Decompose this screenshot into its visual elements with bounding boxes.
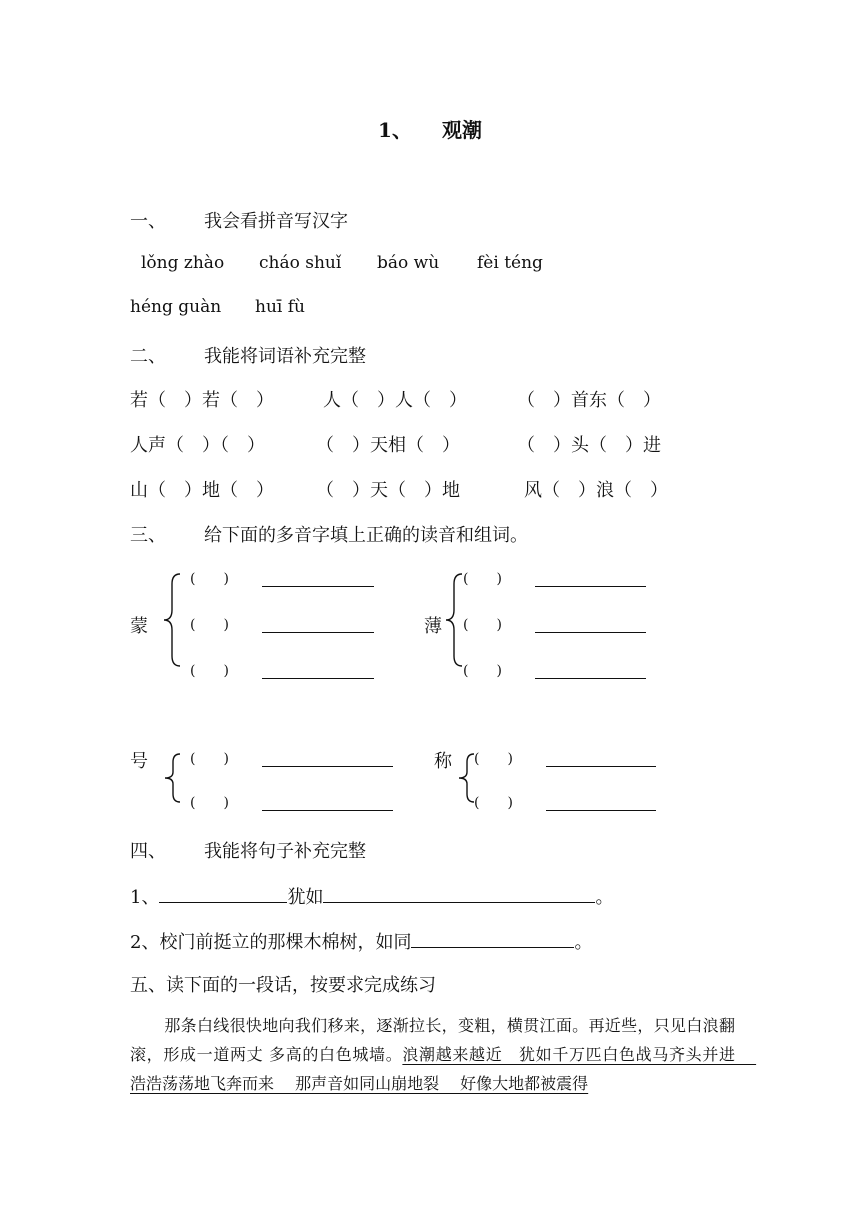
title-text: 观潮: [441, 118, 482, 142]
answer-line: [262, 586, 374, 587]
pinyin-item: báo wù: [377, 253, 440, 273]
pinyin-slot: ( ): [190, 795, 229, 811]
polyphone-char: 号: [130, 751, 148, 772]
word-item: （ ）头（ ）进: [517, 435, 661, 456]
brace-icon: [160, 570, 184, 670]
answer-line: [546, 766, 656, 767]
reading-passage: [130, 1011, 757, 1098]
section-5-heading: 五、读下面的一段话，按要求完成练习: [130, 975, 436, 996]
answer-line: [262, 632, 374, 633]
pinyin-slot: ( ): [190, 617, 229, 633]
pinyin-slot: ( ): [463, 663, 502, 679]
answer-line: [262, 810, 393, 811]
word-item: （ ）天（ ）地: [316, 480, 460, 501]
answer-line: [546, 810, 656, 811]
word-item: （ ）天相（ ）: [316, 435, 460, 456]
word-item: 人（ ）人（ ）: [323, 390, 467, 411]
pinyin-item: cháo shuǐ: [259, 253, 342, 273]
pinyin-slot: ( ): [190, 663, 229, 679]
answer-line: [535, 632, 646, 633]
polyphone-char: 蒙: [130, 616, 148, 637]
answer-line: [262, 678, 374, 679]
section-1-heading: [130, 207, 348, 233]
section-2-heading: [130, 342, 366, 368]
section-4-heading: [130, 837, 366, 863]
sentence-1: [130, 882, 613, 909]
pinyin-slot: ( ): [474, 795, 513, 811]
pinyin-slot: ( ): [190, 571, 229, 587]
pinyin-slot: ( ): [463, 617, 502, 633]
sentence-2-text: 2、校门前挺立的那棵木棉树，如同: [130, 932, 412, 953]
pinyin-item: fèi téng: [477, 253, 543, 273]
sentence-2: [130, 927, 592, 954]
passage-text: 那条白线很快地向我们移来，逐渐拉长，变粗，横贯江面。再近些，只见白浪翻滚，形成一道两丈 多高的白色城墙。: [130, 1016, 735, 1064]
pinyin-item: lǒng zhào: [141, 253, 225, 273]
sentence-1-mid: 犹如: [287, 887, 324, 908]
blank-line: [323, 882, 595, 903]
answer-line: [535, 586, 646, 587]
sentence-1-end: 。: [595, 887, 614, 908]
section-1-label: 一、: [130, 211, 166, 232]
answer-line: [535, 678, 646, 679]
section-4-label: 四、: [130, 841, 166, 862]
section-3-heading: [130, 521, 528, 547]
pinyin-slot: ( ): [474, 751, 513, 767]
word-item: 人声（ ）（ ）: [130, 435, 265, 456]
section-3-text: 给下面的多音字填上正确的读音和组词。: [204, 525, 528, 546]
word-item: 风（ ）浪（ ）: [524, 480, 668, 501]
brace-icon: [160, 750, 184, 806]
section-2-label: 二、: [130, 346, 166, 367]
pinyin-slot: ( ): [190, 751, 229, 767]
polyphone-char: 称: [434, 751, 452, 772]
passage-underlined: 浪潮越来越近 犹如千万匹白色战马齐头并进 浩浩荡荡地飞奔而来 那声音如同山崩地裂 好像大地都被震得: [130, 1045, 757, 1093]
section-4-text: 我能将句子补充完整: [204, 841, 366, 862]
section-2-text: 我能将词语补充完整: [204, 346, 366, 367]
section-1-text: 我会看拼音写汉字: [204, 211, 348, 232]
sentence-2-end: 。: [574, 932, 593, 953]
page-title: [0, 114, 860, 143]
polyphone-char: 薄: [424, 616, 442, 637]
pinyin-item: héng guàn: [130, 297, 222, 317]
word-item: 若（ ）若（ ）: [130, 390, 274, 411]
pinyin-slot: ( ): [463, 571, 502, 587]
word-item: （ ）首东（ ）: [517, 390, 661, 411]
pinyin-item: huī fù: [255, 297, 305, 317]
sentence-1-number: 1、: [130, 887, 160, 908]
title-number: 1、: [378, 118, 412, 142]
section-3-label: 三、: [130, 525, 166, 546]
answer-line: [262, 766, 393, 767]
word-item: 山（ ）地（ ）: [130, 480, 274, 501]
blank-line: [159, 882, 287, 903]
blank-line: [411, 927, 574, 948]
